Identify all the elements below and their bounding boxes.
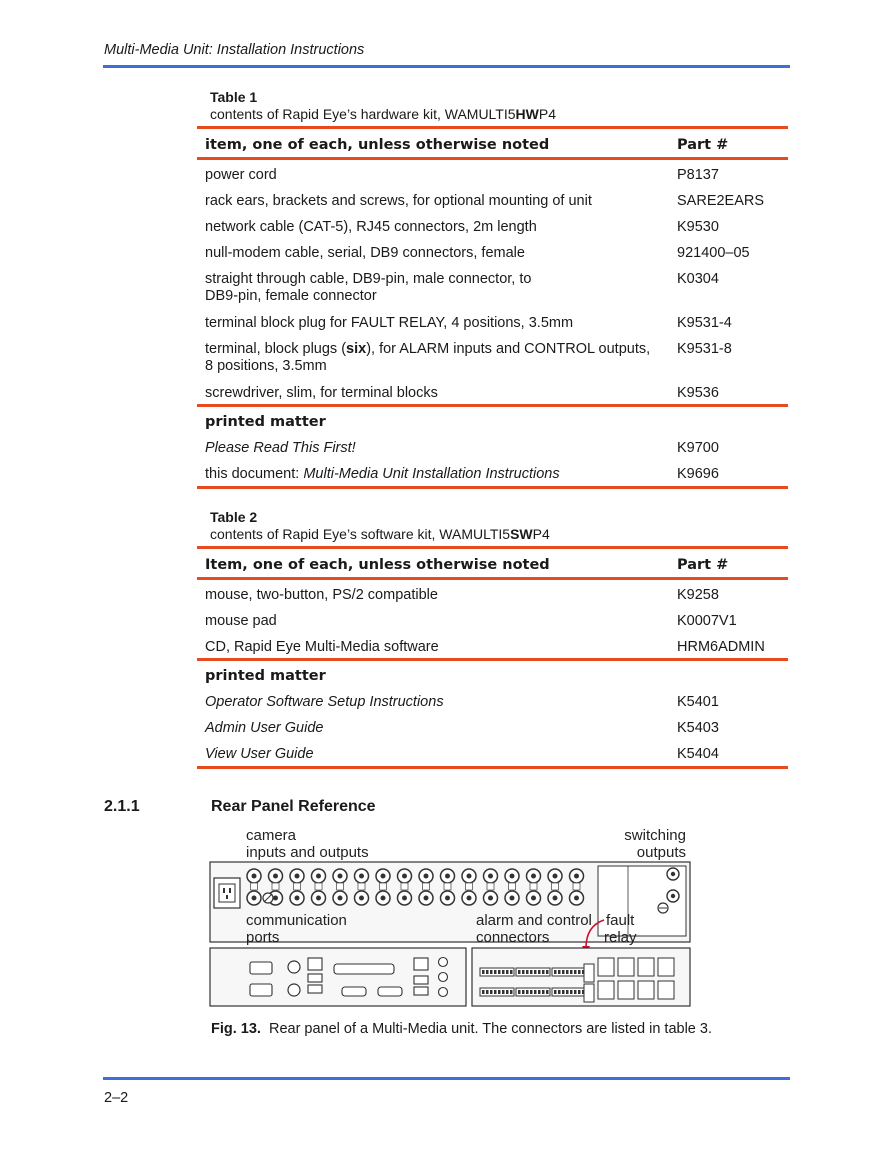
item-cell: null-modem cable, serial, DB9 connectors, female [205,245,525,261]
table-rule [197,486,788,489]
table1-caption-text: contents of Rapid Eye’s hardware kit, WAMULTI5HWP4 [210,106,556,122]
terminal-block [516,988,550,996]
item-cell: mouse pad [205,613,277,629]
terminal-block [552,988,586,996]
part-cell: K9531-4 [677,315,732,331]
table2 [197,546,788,769]
item-cell: Please Read This First! [205,440,356,456]
table-row [197,739,788,766]
section-row [197,661,788,687]
table-row [197,687,788,713]
part-cell: SARE2EARS [677,193,765,209]
label-fault-line1: fault [606,912,635,929]
table-row [197,334,788,378]
item-cell: straight through cable, DB9-pin, male connector, to DB9-pin, female connector [205,271,532,304]
table2-caption-title: Table 2 [210,509,258,525]
item-cell: power cord [205,167,277,183]
table1-caption-title: Table 1 [210,89,258,105]
section-label: printed matter [205,414,326,430]
running-header: Multi-Media Unit: Installation Instructions [104,42,365,58]
item-cell: CD, Rapid Eye Multi-Media software [205,639,439,655]
item-cell: network cable (CAT-5), RJ45 connectors, 2m length [205,219,537,235]
table2-caption [210,509,550,543]
terminal-block [516,968,550,976]
part-cell: K0007V1 [677,613,737,629]
table-row [197,160,788,186]
label-communication-line2: ports [246,929,280,946]
power-inlet [214,878,240,908]
table-row [197,378,788,404]
part-cell: K5401 [677,694,719,710]
table-row [197,186,788,212]
parallel-port [334,964,394,974]
rear-panel-figure [208,824,694,1010]
part-cell: K9536 [677,385,719,401]
column-header-part: Part # [677,557,729,573]
table-row [197,632,788,658]
table1-caption [210,89,556,123]
table-row [197,459,788,486]
table-row [197,580,788,606]
terminal-block [480,988,514,996]
keyboard-port [288,984,300,996]
table-row [197,606,788,632]
section-row [197,407,788,433]
mouse-port [288,961,300,973]
footer-rule [103,1077,790,1080]
table-header-row [197,129,788,157]
item-cell: mouse, two-button, PS/2 compatible [205,587,438,603]
section-label: printed matter [205,668,326,684]
section-number: 2.1.1 [104,798,140,815]
table-row [197,212,788,238]
part-cell: K9530 [677,219,719,235]
serial-port-2 [378,987,402,996]
column-header-item: item, one of each, unless otherwise noted [205,137,550,153]
terminal-block [552,968,586,976]
item-cell: View User Guide [205,746,314,762]
table-row [197,264,788,308]
part-cell: K9258 [677,587,719,603]
table2-caption-text: contents of Rapid Eye’s software kit, WAMULTI5SWP4 [210,526,550,542]
page-number: 2–2 [104,1090,129,1106]
label-communication-line1: communication [246,912,347,929]
item-cell: Operator Software Setup Instructions [205,694,444,710]
header-rule [103,65,790,68]
label-fault-line2: relay [604,929,637,946]
table-row [197,238,788,264]
table1 [197,126,788,489]
table-row [197,308,788,334]
part-cell: K5404 [677,746,719,762]
usb-port [308,958,322,970]
serial-port-1 [342,987,366,996]
label-switching-line2: outputs [636,844,686,861]
item-cell: this document: Multi-Media Unit Installation Instructions [205,466,560,482]
figure-caption: Fig. 13. Rear panel of a Multi-Media unit. The connectors are listed in table 3. [211,1021,712,1037]
label-switching-line1: switching [624,827,686,844]
item-cell: terminal block plug for FAULT RELAY, 4 positions, 3.5mm [205,315,574,331]
terminal-block [480,968,514,976]
table-row [197,713,788,739]
chassis-lower-right [472,948,690,1006]
column-header-part: Part # [677,137,729,153]
fault-relay-block [584,964,594,982]
section-title: Rear Panel Reference [211,798,376,815]
part-cell: 921400–05 [677,245,750,261]
part-cell: K5403 [677,720,719,736]
label-alarm-line2: connectors [476,929,550,946]
part-cell: K9700 [677,440,719,456]
part-cell: K9696 [677,466,719,482]
lan-port [414,958,428,970]
part-cell: HRM6ADMIN [677,639,765,655]
label-alarm-line1: alarm and control [476,912,592,929]
item-cell: Admin User Guide [205,720,324,736]
table-header-row [197,549,788,577]
item-cell: rack ears, brackets and screws, for optional mounting of unit [205,193,592,209]
table-rule [197,766,788,769]
table-row [197,433,788,459]
vga-port [250,984,272,996]
part-cell: K0304 [677,271,719,287]
part-cell: K9531-8 [677,341,732,357]
item-cell: terminal, block plugs (six), for ALARM inputs and CONTROL outputs, 8 positions, 3.5mm [205,341,651,374]
column-header-item: Item, one of each, unless otherwise noted [205,557,550,573]
part-cell: P8137 [677,167,719,183]
fault-relay-block [584,984,594,1002]
label-camera-line2: inputs and outputs [246,844,369,861]
label-camera-line1: camera [246,827,297,844]
item-cell: screwdriver, slim, for terminal blocks [205,385,438,401]
vga-port [250,962,272,974]
